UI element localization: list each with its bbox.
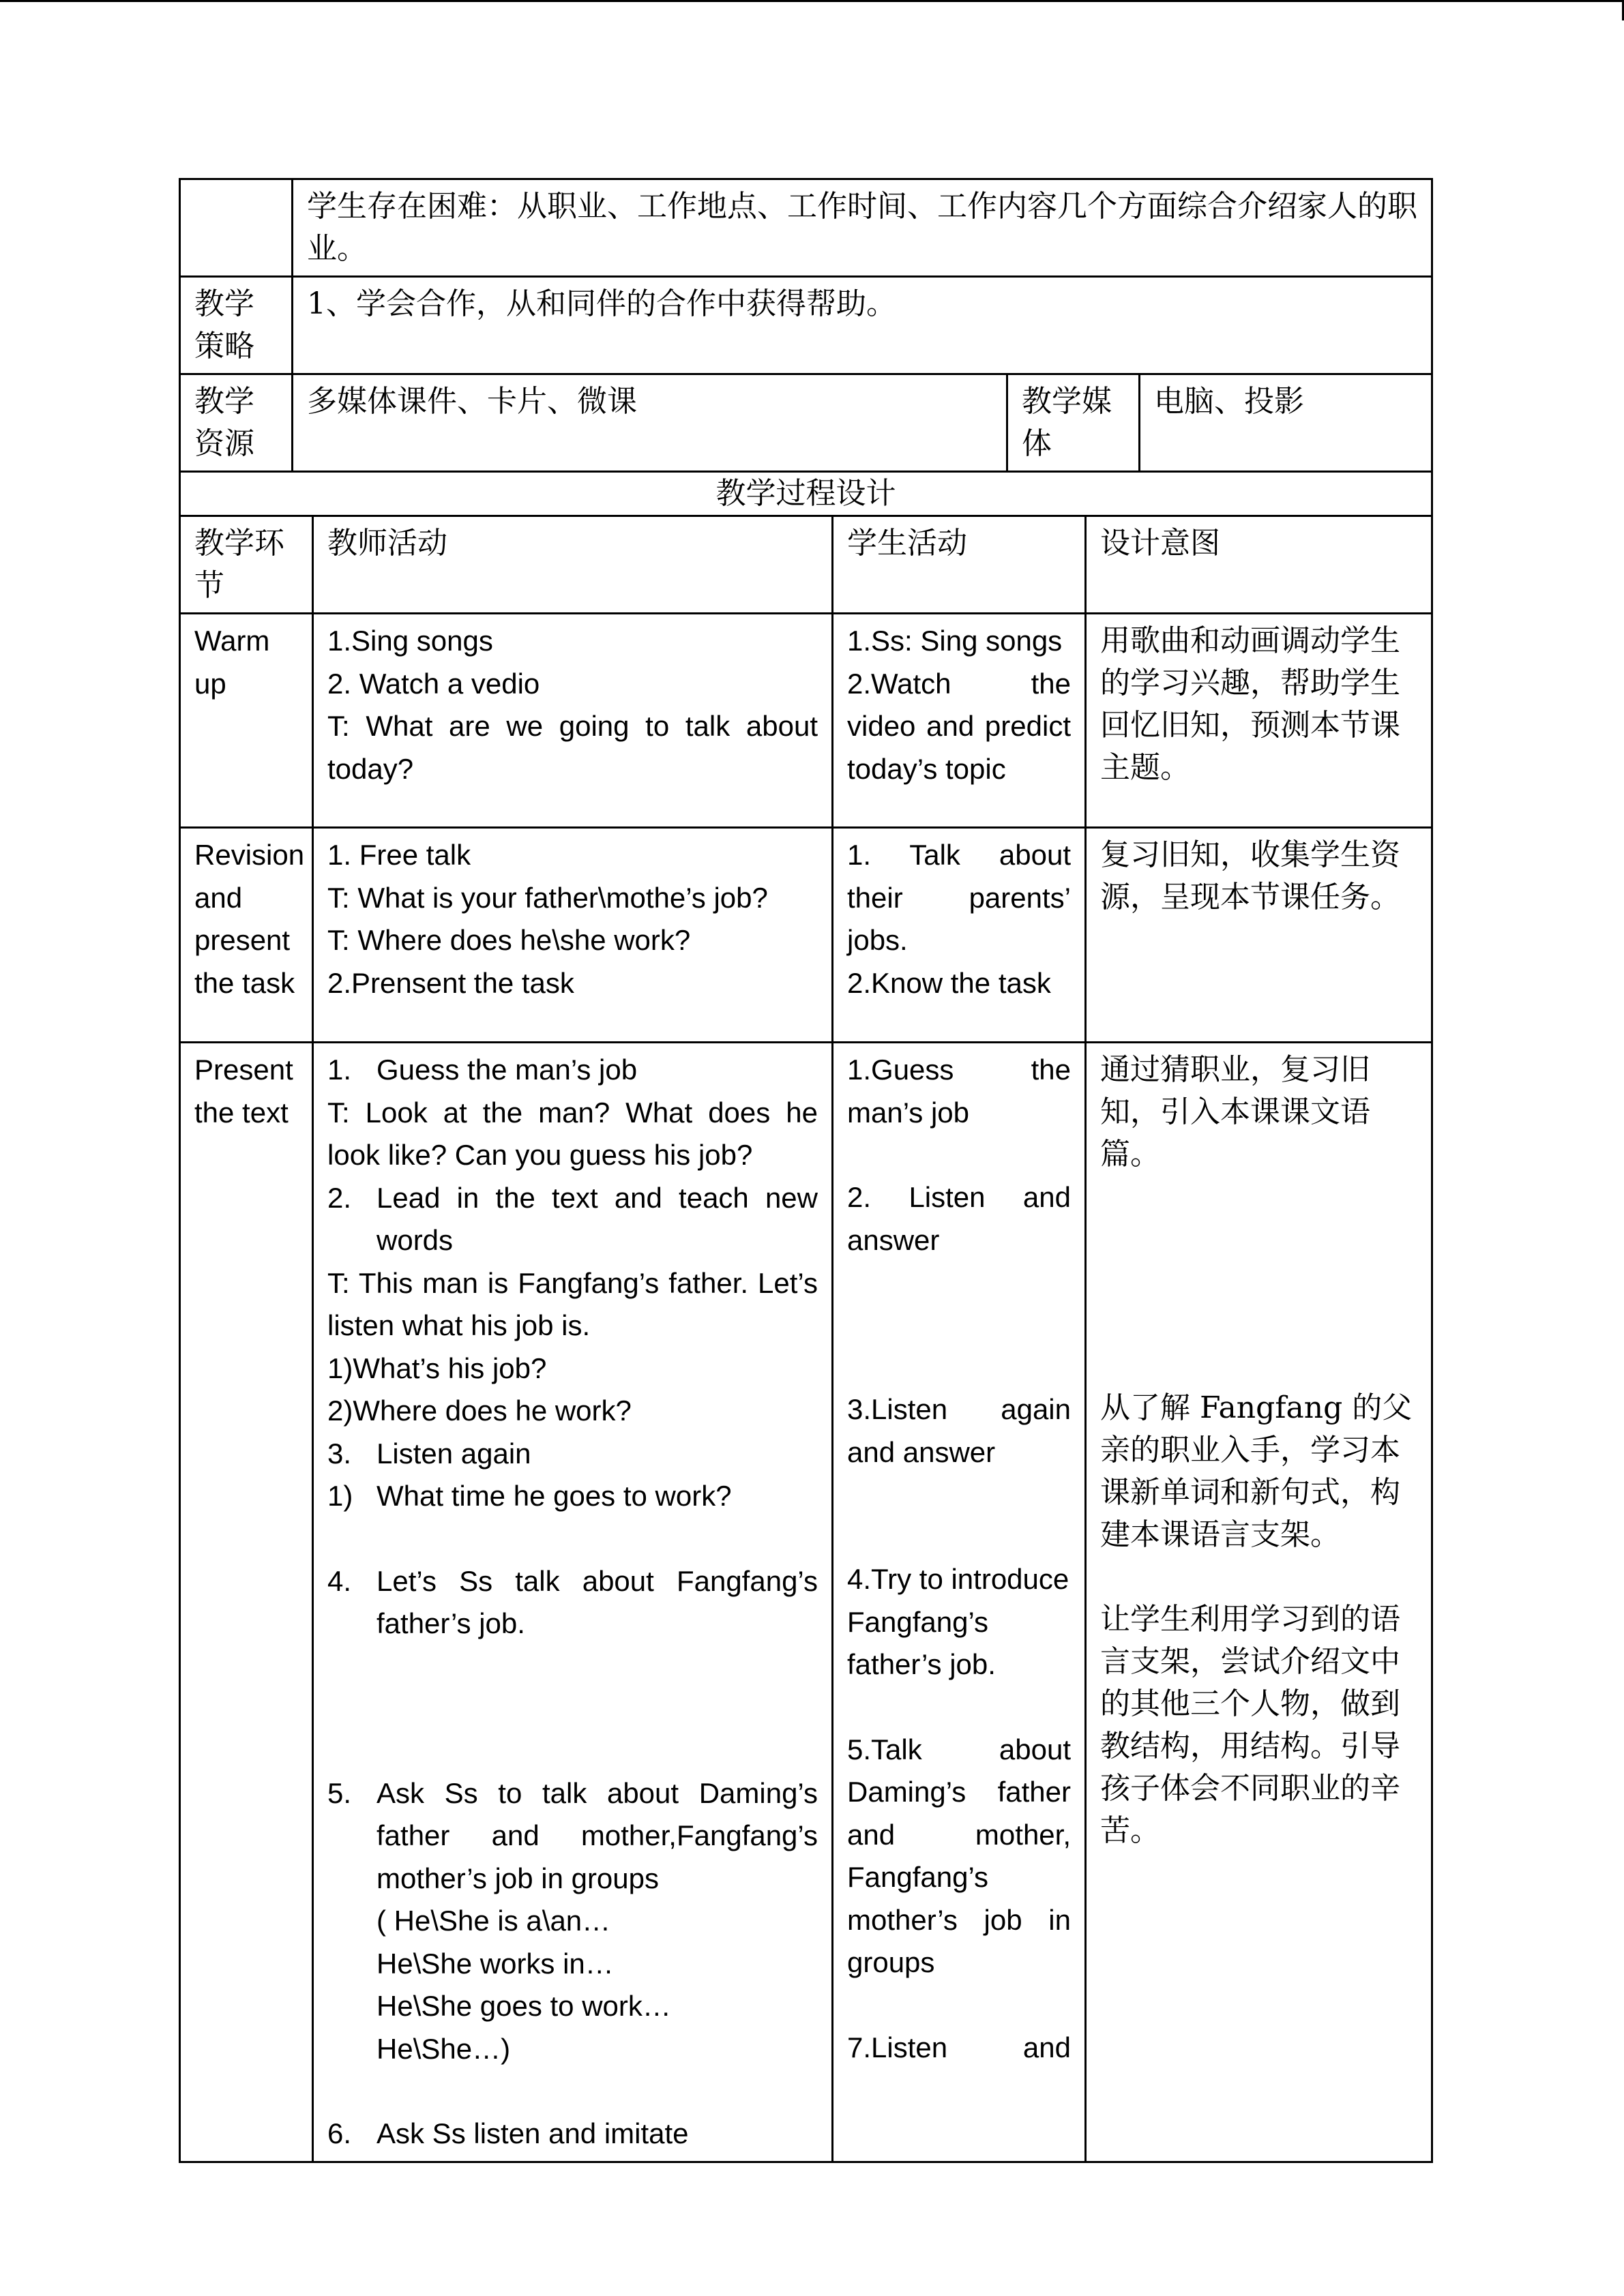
difficulty-text: 学生存在困难：从职业、工作地点、工作时间、工作内容几个方面综合介绍家人的职业。	[293, 179, 1432, 277]
present-row	[180, 1043, 1432, 2162]
student-step-5: 5.Talk about Daming’s father and mother, Fangfang’s mother’s job in groups	[847, 1733, 1071, 1978]
teacher-step-4: 4. Let’s Ss talk about Fangfang’s father’s job.	[327, 1564, 818, 1639]
student-step-1: 1.Guess the man’s job	[847, 1054, 1071, 1129]
intent-2: 从了解 Fangfang 的父亲的职业入手，学习本课新单词和新句式，构建本课语言支架。	[1100, 1390, 1413, 1552]
difficulty-label-cell	[180, 179, 293, 277]
revision-row	[180, 828, 1432, 1043]
teacher-step-5-frame: He\She goes to work…	[377, 1990, 671, 2022]
spacer	[847, 1686, 1071, 1729]
warmup-student-line: 1.Ss: Sing songs	[847, 625, 1063, 657]
spacer	[847, 1516, 1071, 1558]
present-stage: Present the text	[180, 1043, 313, 2162]
spacer	[327, 1645, 818, 1688]
teacher-step-2-question: T: This man is Fangfang’s father. Let’s listen what his job is.	[327, 1266, 818, 1341]
revision-teacher-line: 2.Prensent the task	[327, 966, 574, 999]
teacher-step-5-frame: He\She…)	[377, 2032, 511, 2065]
present-teacher	[313, 1043, 833, 2162]
spacer	[847, 1474, 1071, 1516]
page-top-border	[0, 0, 1624, 2]
spacer	[1100, 1218, 1417, 1260]
revision-student-line: 2.Know the task	[847, 966, 1051, 999]
process-title: 教学过程设计	[180, 472, 1432, 516]
warmup-student	[833, 614, 1086, 828]
header-student: 学生活动	[833, 516, 1086, 614]
spacer	[327, 1688, 818, 1730]
warmup-teacher	[313, 614, 833, 828]
process-table	[179, 515, 1433, 2163]
student-step-2: 2. Listen and answer	[847, 1181, 1071, 1256]
teacher-step-6: 6. Ask Ss listen and imitate	[327, 2117, 689, 2149]
teacher-step-5-frame: ( He\She is a\an…	[377, 1905, 611, 1937]
student-step-7: 7.Listen and	[847, 2031, 1071, 2063]
revision-intent: 复习旧知，收集学生资源，呈现本节课任务。	[1086, 828, 1432, 1043]
process-header-row	[180, 516, 1432, 614]
warmup-intent: 用歌曲和动画调动学生的学习兴趣，帮助学生回忆旧知，预测本节课主题。	[1086, 614, 1432, 828]
difficulty-row	[180, 179, 1432, 277]
teacher-step-5-frame: He\She works in…	[377, 1947, 614, 1980]
header-intent: 设计意图	[1086, 516, 1432, 614]
resources-row	[180, 374, 1432, 472]
spacer	[1100, 1345, 1417, 1387]
teacher-step-2-sub: 2)Where does he work?	[327, 1395, 632, 1427]
spacer	[327, 1730, 818, 1772]
teacher-step-1-question: T: Look at the man? What does he look like? Can you guess his job?	[327, 1096, 818, 1171]
lesson-info-table	[179, 178, 1433, 517]
warmup-student-line: 2.Watch the video and predict today’s topic	[847, 667, 1071, 785]
media-text: 电脑、投影	[1140, 374, 1432, 472]
warmup-stage: Warm up	[180, 614, 313, 828]
spacer	[847, 1134, 1071, 1176]
teacher-step-1: 1. Guess the man’s job	[327, 1054, 638, 1086]
revision-teacher-line: T: Where does he\she work?	[327, 924, 691, 956]
student-step-4: 4.Try to introduce Fangfang’s father’s job.	[847, 1563, 1069, 1680]
strategy-label: 教学策略	[180, 277, 293, 374]
revision-teacher-line: T: What is your father\mothe’s job?	[327, 881, 768, 914]
resources-label: 教学资源	[180, 374, 293, 472]
spacer	[1100, 1556, 1417, 1598]
header-stage: 教学环节	[180, 516, 313, 614]
warmup-teacher-line: 1.Sing songs	[327, 625, 493, 657]
strategy-row	[180, 277, 1432, 374]
spacer	[1100, 1176, 1417, 1218]
spacer	[1100, 1260, 1417, 1302]
warmup-teacher-line: T: What are we going to talk about today?	[327, 710, 818, 785]
student-step-3: 3.Listen again and answer	[847, 1393, 1071, 1468]
teacher-step-2-sub: 1)What’s his job?	[327, 1352, 547, 1384]
revision-student	[833, 828, 1086, 1043]
resources-text: 多媒体课件、卡片、微课	[293, 374, 1007, 472]
spacer	[847, 1304, 1071, 1346]
revision-stage: Revision and present the task	[180, 828, 313, 1043]
strategy-text: 1、学会合作，从和同伴的合作中获得帮助。	[293, 277, 1432, 374]
warmup-teacher-line: 2. Watch a vedio	[327, 667, 540, 700]
spacer	[847, 1346, 1071, 1388]
revision-teacher-line: 1. Free talk	[327, 839, 471, 871]
lesson-plan-page	[179, 178, 1431, 2163]
teacher-step-3: 3. Listen again	[327, 1437, 531, 1470]
spacer	[847, 1262, 1071, 1304]
media-label: 教学媒体	[1007, 374, 1140, 472]
header-teacher: 教师活动	[313, 516, 833, 614]
revision-teacher	[313, 828, 833, 1043]
spacer	[327, 2070, 818, 2113]
process-title-row	[180, 472, 1432, 516]
spacer	[847, 1984, 1071, 2027]
warmup-row	[180, 614, 1432, 828]
present-student	[833, 1043, 1086, 2162]
intent-3: 让学生利用学习到的语言支架，尝试介绍文中的其他三个人物，做到教结构，用结构。引导孩子体会不同职业的辛苦。	[1100, 1602, 1400, 1848]
teacher-step-2: 2. Lead in the text and teach new words	[327, 1181, 818, 1256]
revision-student-line: 1. Talk about their parents’ jobs.	[847, 839, 1071, 956]
intent-1: 通过猜职业，复习旧知，引入本课课文语篇。	[1100, 1052, 1370, 1172]
teacher-step-5: 5. Ask Ss to talk about Daming’s father and mother,Fangfang’s mother’s job in groups	[327, 1776, 818, 1894]
spacer	[327, 1518, 818, 1560]
teacher-step-3-sub: 1) What time he goes to work?	[327, 1480, 732, 1512]
present-intent	[1086, 1043, 1432, 2162]
spacer	[1100, 1302, 1417, 1345]
